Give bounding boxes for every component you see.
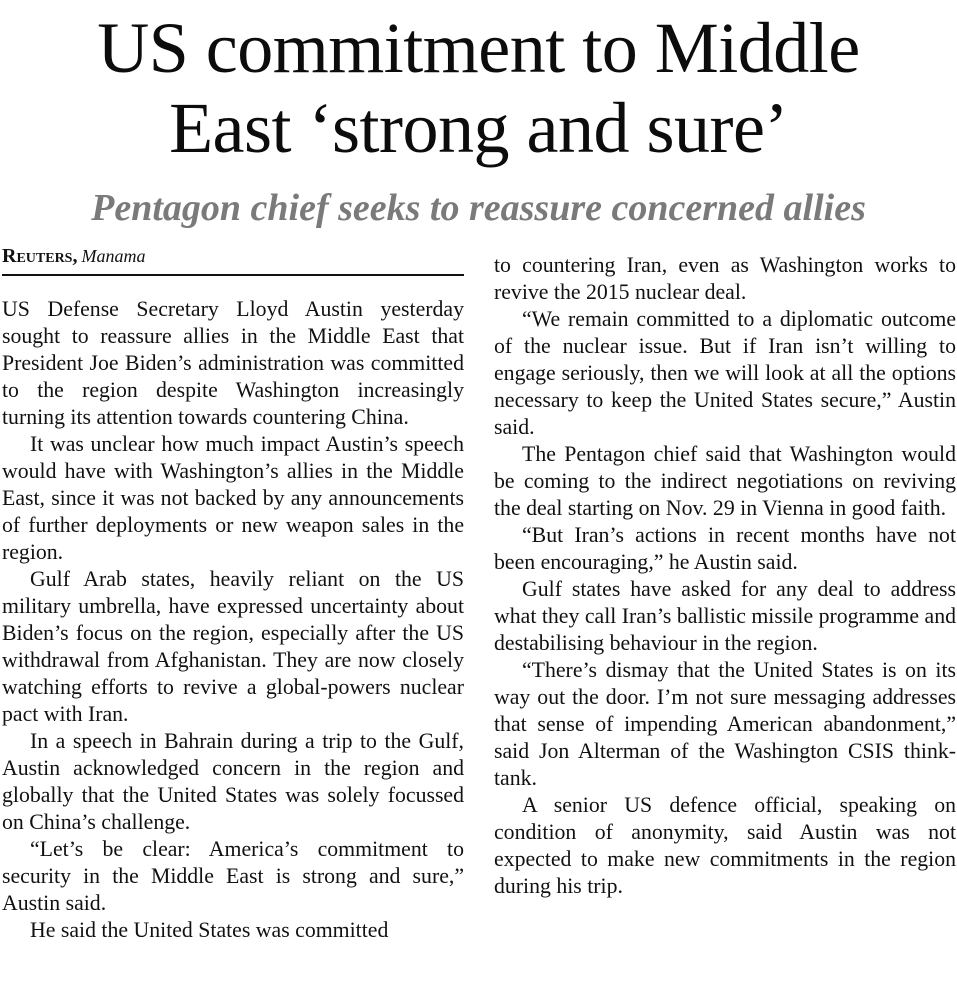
article-paragraph: “There’s dismay that the United States is on its way out the door. I’m not sure messaging addresses that sense of impending American abandonment,” said Jon Alterman of the Washington CSIS think-tank. xyxy=(494,658,956,790)
article-paragraph: “Let’s be clear: America’s commitment to security in the Middle East is strong and sure,” Austin said. xyxy=(2,837,464,915)
article-paragraph: Gulf states have asked for any deal to address what they call Iran’s ballistic missile programme and destabilising behaviour in the region. xyxy=(494,577,956,655)
article-column-right xyxy=(494,252,956,900)
article-paragraph: “We remain committed to a diplomatic outcome of the nuclear issue. But if Iran isn’t willing to engage seriously, then we will look at all the options necessary to keep the United States secure,” Austin said. xyxy=(494,307,956,439)
article-paragraph: US Defense Secretary Lloyd Austin yesterday sought to reassure allies in the Middle East that President Joe Biden’s administration was committed to the region despite Washington increasingly turning its attention towards countering China. xyxy=(2,297,464,429)
byline xyxy=(2,244,464,276)
headline xyxy=(0,8,957,168)
article-paragraph: to countering Iran, even as Washington works to revive the 2015 nuclear deal. xyxy=(494,253,956,304)
article-column-left xyxy=(2,244,464,944)
article-paragraph: It was unclear how much impact Austin’s speech would have with Washington’s allies in the Middle East, since it was not backed by any announcements of further deployments or new weapon sales in the region. xyxy=(2,432,464,564)
article-paragraph: The Pentagon chief said that Washington would be coming to the indirect negotiations on reviving the deal starting on Nov. 29 in Vienna in good faith. xyxy=(494,442,956,520)
headline-line-2: East ‘strong and sure’ xyxy=(169,88,788,168)
byline-agency: Reuters, xyxy=(2,245,78,267)
subheadline: Pentagon chief seeks to reassure concerned allies xyxy=(91,187,866,229)
article-paragraph: In a speech in Bahrain during a trip to the Gulf, Austin acknowledged concern in the region and globally that the United States was solely focussed on China’s challenge. xyxy=(2,729,464,834)
article-paragraph: Gulf Arab states, heavily reliant on the US military umbrella, have expressed uncertainty about Biden’s focus on the region, especially after the US withdrawal from Afghanistan. They are now closely watching efforts to revive a global-powers nuclear pact with Iran. xyxy=(2,567,464,726)
article-paragraph: He said the United States was committed xyxy=(30,918,389,942)
article-paragraph: A senior US defence official, speaking on condition of anonymity, said Austin was not expected to make new commitments in the region during his trip. xyxy=(494,793,956,898)
article-paragraph: “But Iran’s actions in recent months have not been encouraging,” he Austin said. xyxy=(494,523,956,574)
headline-line-1: US commitment to Middle xyxy=(97,8,860,88)
byline-location: Manama xyxy=(81,246,146,266)
